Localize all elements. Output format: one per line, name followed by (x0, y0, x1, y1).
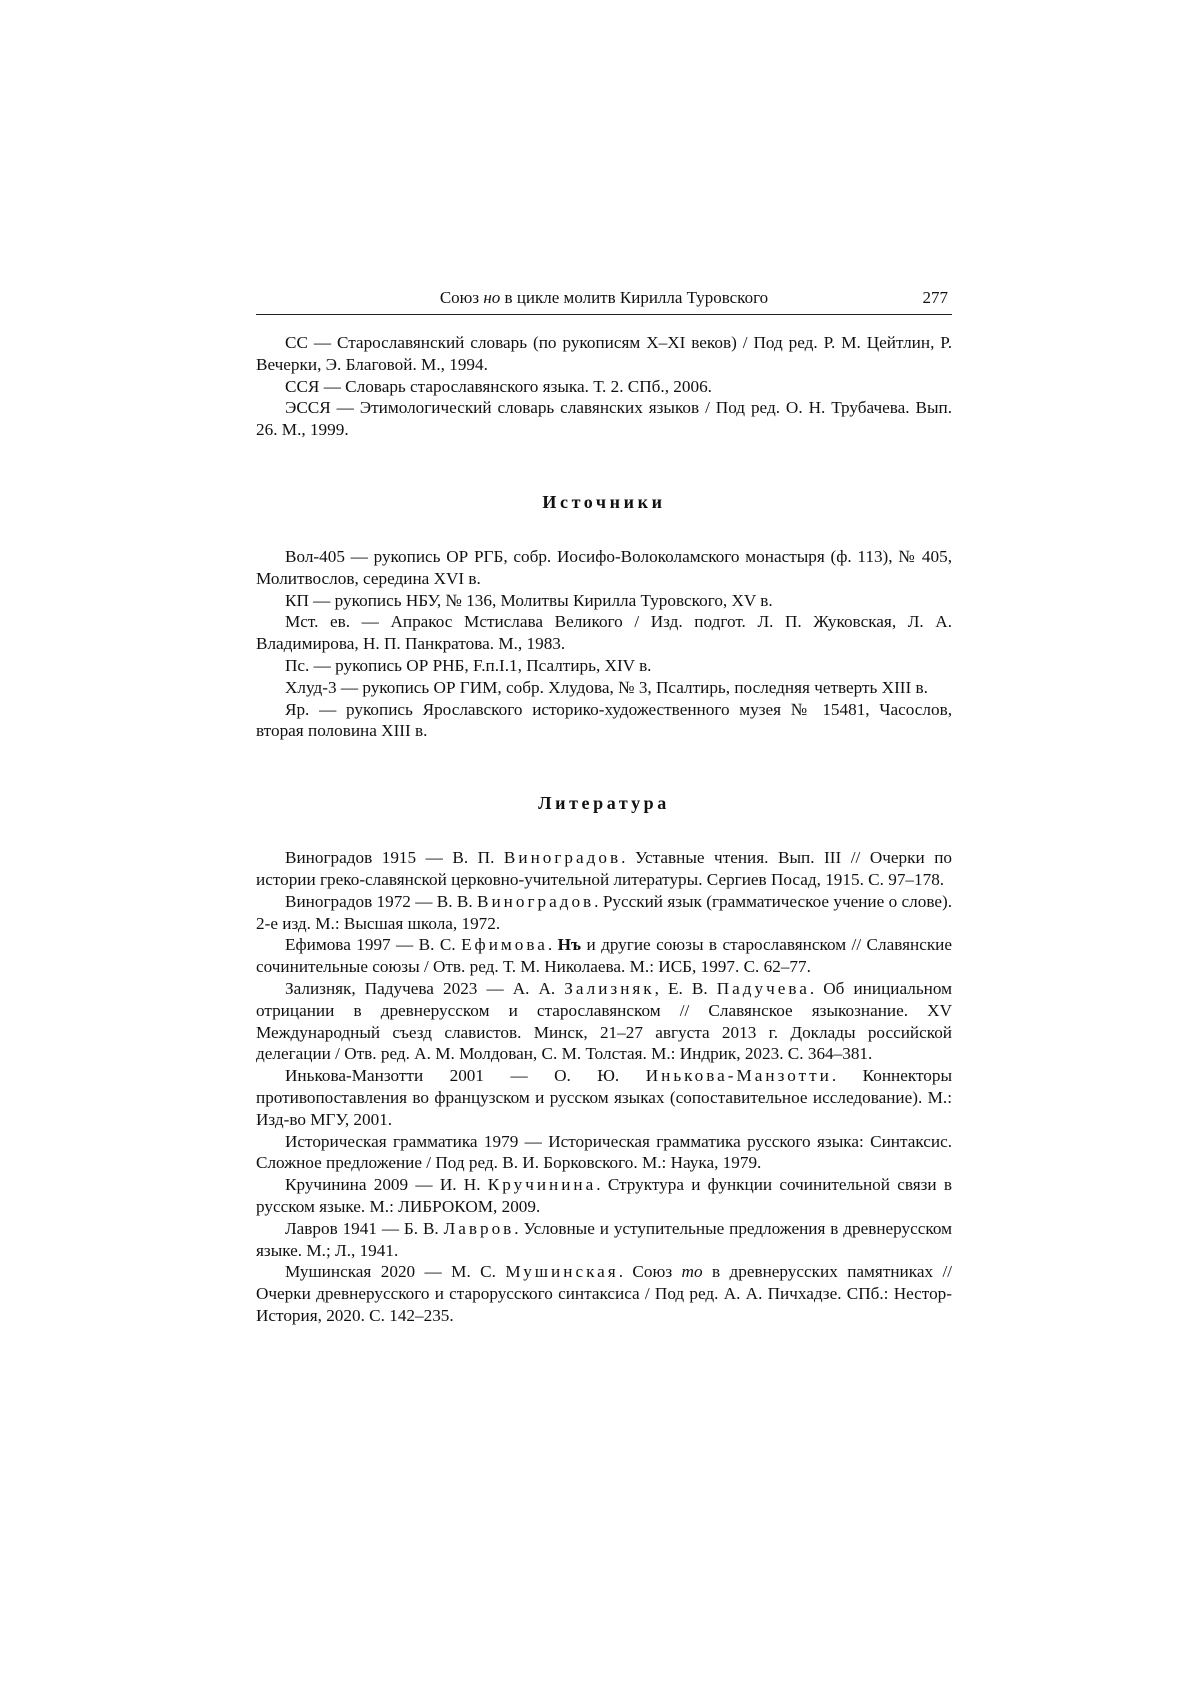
abbreviation-entry: СС — Старославянский словарь (по рукописям X–XI веков) / Под ред. Р. М. Цейтлин, Р. Вечерки, Э. Благовой. М., 1994. (256, 333, 952, 374)
literature-entry: Мушинская 2020 — М. С. Мушинская. Союз то в древнерусских памятниках // Очерки древнерусского и старорусского синтаксиса / Под ред. А. А. Пичхадзе. СПб.: Нестор-История, 2020. С. 142–235. (256, 1262, 953, 1325)
source-entry: Вол-405 — рукопись ОР РГБ, собр. Иосифо-Волоколамского монастыря (ф. 113), № 405, Молитвослов, середина XVI в. (256, 546, 952, 588)
page-number: 277 (922, 288, 948, 307)
literature-entry: Лавров 1941 — Б. В. Лавров. Условные и уступительные предложения в древнерусском языке. М.; Л., 1941. (256, 1218, 952, 1260)
source-entry: Хлуд-3 — рукопись ОР ГИМ, собр. Хлудова, № 3, Псалтирь, последняя четверть XIII в. (285, 677, 928, 697)
running-head (256, 286, 952, 315)
literature-entry: Инькова-Манзотти 2001 — О. Ю. Инькова-Манзотти. Коннекторы противопоставления во французском и русском языках (сопоставительное исследование). М.: Изд-во МГУ, 2001. (256, 1066, 952, 1129)
literature-entry: Ефимова 1997 — В. С. Ефимова. Нъ и другие союзы в старославянском // Славянские сочинительные союзы / Отв. ред. Т. М. Николаева. М.: ИСБ, 1997. С. 62–77. (256, 935, 953, 977)
page-content (256, 286, 952, 1327)
literature-entry: Кручинина 2009 — И. Н. Кручинина. Структура и функции сочинительной связи в русском языке. М.: ЛИБРОКОМ, 2009. (256, 1175, 952, 1216)
abbreviations-list (256, 332, 952, 441)
source-entry: Яр. — рукопись Ярославского историко-художественного музея № 15481, Часослов, вторая половина XIII в. (256, 699, 952, 741)
literature-entry: Зализняк, Падучева 2023 — А. А. Зализняк, Е. В. Падучева. Об инициальном отрицании в древнерусском и старославянском // Славянское языкознание. XV Международный съезд славистов. Минск, 21–27 августа 2013 г. Доклады российской делегации / Отв. ред. А. М. Молдован, С. М. Толстая. М.: Индрик, 2023. С. 364–381. (256, 978, 952, 1064)
literature-heading: Литература (538, 793, 670, 814)
running-title: Союз но в цикле молитв Кирилла Туровского (439, 288, 769, 307)
sources-heading: Источники (542, 491, 666, 512)
abbreviation-entry: ЭССЯ — Этимологический словарь славянских языков / Под ред. О. Н. Трубачева. Вып. 26. М., 1999. (256, 398, 952, 440)
literature-entry: Виноградов 1915 — В. П. Виноградов. Уставные чтения. Вып. III // Очерки по истории греко-славянской церковно-учительной литературы. Сергиев Посад, 1915. С. 97–178. (256, 848, 952, 889)
source-entry: Пс. — рукопись ОР РНБ, F.п.I.1, Псалтирь, XIV в. (285, 655, 652, 675)
source-entry: КП — рукопись НБУ, № 136, Молитвы Кирилла Туровского, XV в. (285, 590, 773, 610)
literature-entry: Историческая грамматика 1979 — Историческая грамматика русского языка: Синтаксис. Сложное предложение / Под ред. В. И. Борковского. М.: Наука, 1979. (256, 1131, 952, 1173)
sources-list (256, 546, 952, 742)
literature-list (256, 847, 952, 1327)
abbreviation-entry: ССЯ — Словарь старославянского языка. Т. 2. СПб., 2006. (285, 376, 712, 396)
literature-entry: Виноградов 1972 — В. В. Виноградов. Русский язык (грамматическое учение о слове). 2-е изд. М.: Высшая школа, 1972. (256, 891, 952, 933)
source-entry: Мст. ев. — Апракос Мстислава Великого / Изд. подгот. Л. П. Жуковская, Л. А. Владимирова, Н. П. Панкратова. М., 1983. (256, 612, 952, 654)
